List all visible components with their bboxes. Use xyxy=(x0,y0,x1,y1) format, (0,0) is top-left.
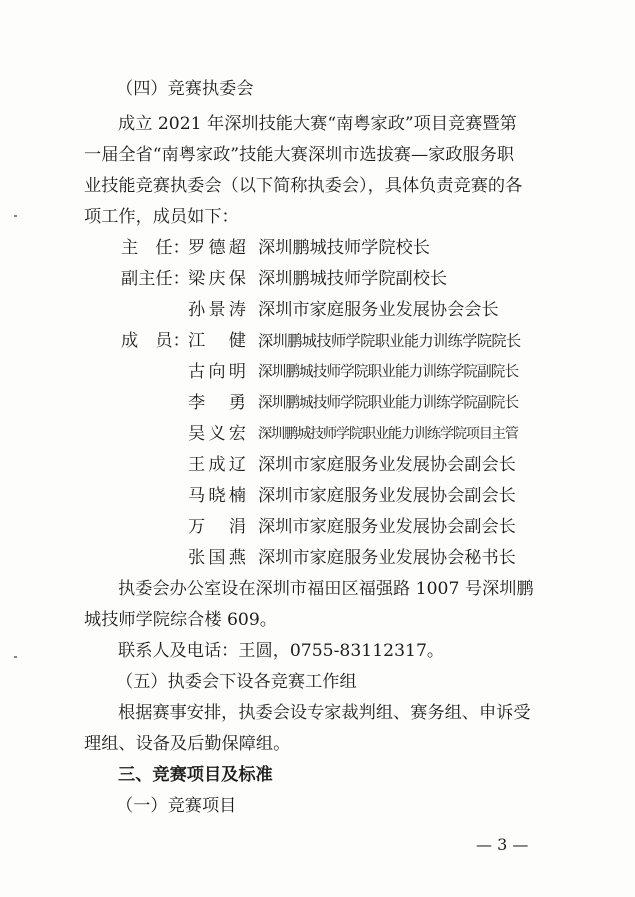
member-title: 深圳市家庭服务业发展协会副会长 xyxy=(258,517,516,537)
para1-line-4: 项工作，成员如下： xyxy=(84,207,239,227)
para1-line-3: 业技能竞赛执委会（以下简称执委会），具体负责竞赛的各 xyxy=(84,176,523,196)
member-name: 江 健 xyxy=(188,331,246,351)
member-role: 成 员： xyxy=(121,331,190,351)
member-title: 深圳市家庭服务业发展协会秘书长 xyxy=(258,548,516,568)
para1-line-1: 成立 2021 年深圳技能大赛“南粤家政”项目竞赛暨第 xyxy=(118,114,517,134)
member-role: 主 任： xyxy=(121,238,190,258)
section-3-heading: 三、竞赛项目及标准 xyxy=(118,765,273,785)
member-title: 深圳市家庭服务业发展协会副会长 xyxy=(258,455,516,475)
member-name: 罗德超 xyxy=(188,238,246,258)
section-5-heading: （五）执委会下设各竞赛工作组 xyxy=(116,672,357,692)
sub-heading-1: （一）竞赛项目 xyxy=(116,796,237,816)
scan-speck xyxy=(14,656,17,658)
office-line-2: 城技师学院综合楼 609。 xyxy=(84,610,277,630)
member-title: 深圳鹏城技师学院校长 xyxy=(258,238,430,258)
member-name: 张国燕 xyxy=(188,548,246,568)
member-name: 孙景涛 xyxy=(188,300,246,320)
groups-line-1: 根据赛事安排，执委会设专家裁判组、赛务组、申诉受 xyxy=(118,703,531,723)
member-name: 梁庆保 xyxy=(188,269,246,289)
scan-speck xyxy=(14,215,17,217)
member-title: 深圳市家庭服务业发展协会副会长 xyxy=(258,486,516,506)
member-title: 深圳市家庭服务业发展协会会长 xyxy=(258,300,499,320)
office-line-1: 执委会办公室设在深圳市福田区福强路 1007 号深圳鹏 xyxy=(118,579,534,599)
groups-line-2: 理组、设备及后勤保障组。 xyxy=(84,734,291,754)
member-title: 深圳鹏城技师学院职业能力训练学院副院长 xyxy=(258,394,519,411)
member-name: 李 勇 xyxy=(188,393,246,413)
member-name: 吴义宏 xyxy=(188,424,246,444)
page-number: — 3 — xyxy=(476,835,529,854)
member-title: 深圳鹏城技师学院职业能力训练学院院长 xyxy=(258,332,521,350)
member-title: 深圳鹏城技师学院副校长 xyxy=(258,269,448,289)
member-title: 深圳鹏城技师学院职业能力训练学院副院长 xyxy=(258,363,519,380)
member-name: 万 涓 xyxy=(188,517,246,537)
member-name: 王成辽 xyxy=(188,455,246,475)
member-name: 古向明 xyxy=(188,362,246,382)
member-role: 副主任： xyxy=(121,269,190,289)
member-name: 马晓楠 xyxy=(188,486,246,506)
contact-line: 联系人及电话：王圆，0755-83112317。 xyxy=(118,641,445,661)
para1-line-2: 一届全省“南粤家政”技能大赛深圳市选拔赛—家政服务职 xyxy=(84,145,515,165)
member-title: 深圳鹏城技师学院职业能力训练学院项目主管 xyxy=(258,426,518,442)
section-4-heading: （四）竞赛执委会 xyxy=(116,79,254,99)
